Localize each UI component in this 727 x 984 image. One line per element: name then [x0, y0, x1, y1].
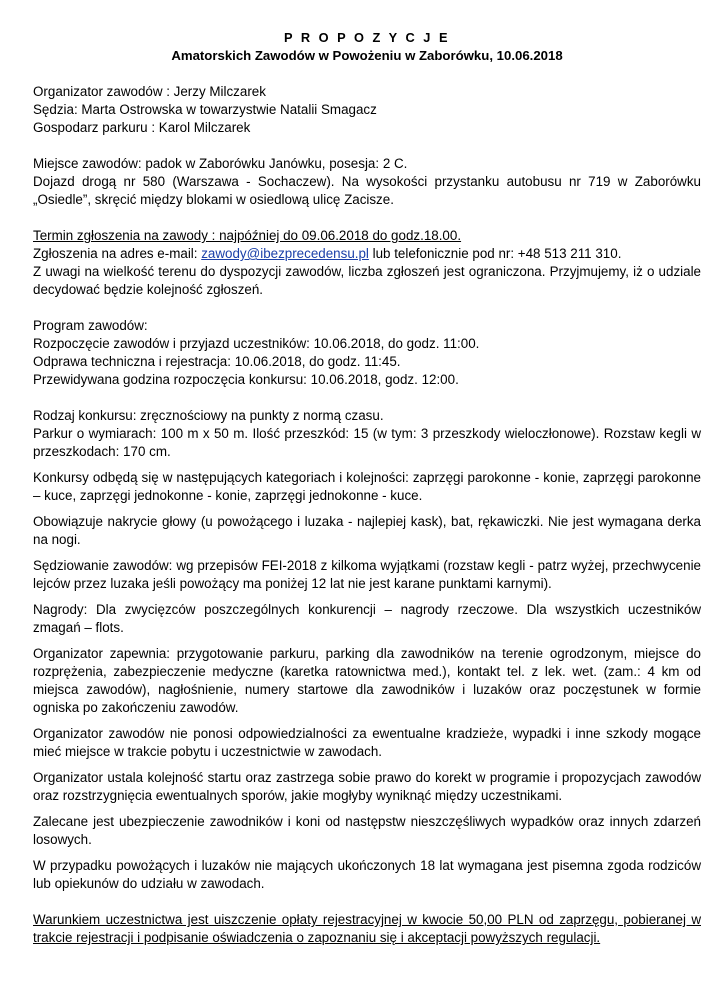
program-item: Rozpoczęcie zawodów i przyjazd uczestników: 10.06.2018, do godz. 11:00.: [33, 336, 480, 351]
document-subtitle: Amatorskich Zawodów w Powożeniu w Zaborówku, 10.06.2018: [171, 48, 563, 63]
competition-paragraph: W przypadku powożących i luzaków nie mających ukończonych 18 lat wymagana jest pisemna zgoda rodziców lub opiekunów do udziału w zawodach.: [33, 858, 701, 891]
registration-email-link[interactable]: zawody@ibezprecedensu.pl: [201, 246, 369, 261]
judge-line: Sędzia: Marta Ostrowska w towarzystwie Natalii Smagacz: [33, 102, 377, 117]
location-directions: Dojazd drogą nr 580 (Warszawa - Sochaczew). Na wysokości przystanku autobusu nr 719 w Zaborówku „Osiedle”, skręcić między blokami w osiedlową ulicę Zacisze.: [33, 174, 701, 207]
registration-section: [33, 227, 701, 299]
location-place: Miejsce zawodów: padok w Zaborówku Janówku, posesja: 2 C.: [33, 156, 408, 171]
registration-limit-note: Z uwagi na wielkość terenu do dyspozycji zawodów, liczba zgłoszeń jest ograniczona. Przyjmujemy, iż o udziale decydować będzie kolejność zgłoszeń.: [33, 264, 701, 297]
competition-paragraph: Organizator zapewnia: przygotowanie parkuru, parking dla zawodników na terenie ogrodzonym, miejsce do rozprężenia, zabezpieczenie medyczne (karetka ratownictwa med.), kontakt tel. z lek. wet. (zam.: 4 km od miejsca zawodów), nagłośnienie, numery startowe dla zawodników i luzaków oraz poczęstunek w formie ogniska po zakończeniu zawodów.: [33, 646, 701, 715]
competition-paragraph: Organizator zawodów nie ponosi odpowiedzialności za ewentualne kradzieże, wypadki i inne szkody mogące mieć miejsce w trakcie pobytu i uczestnictwie w zawodach.: [33, 726, 701, 759]
competition-paragraph: Nagrody: Dla zwycięzców poszczególnych konkurencji – nagrody rzeczowe. Dla wszystkich uczestników zmagań – flots.: [33, 602, 701, 635]
officials-section: [33, 83, 701, 137]
final-condition: Warunkiem uczestnictwa jest uiszczenie opłaty rejestracyjnej w kwocie 50,00 PLN od zaprzęgu, pobieranej w trakcie rejestracji i podpisanie oświadczenia o zapoznaniu się i akceptacji powyższych regulacji.: [33, 912, 701, 945]
program-item: Przewidywana godzina rozpoczęcia konkursu: 10.06.2018, godz. 12:00.: [33, 372, 459, 387]
registration-email-prefix: Zgłoszenia na adres e-mail:: [33, 246, 202, 261]
document-title: P R O P O Z Y C J E: [283, 30, 451, 45]
competition-paragraph: Organizator ustala kolejność startu oraz zastrzega sobie prawo do korekt w programie i propozycjach zawodów oraz rozstrzygnięcia ewentualnych sporów, jakie mogłyby wyniknąć między uczestnikami.: [33, 770, 701, 803]
competition-paragraph: Konkursy odbędą się w następujących kategoriach i kolejności: zaprzęgi parokonne - konie, zaprzęgi parokonne – kuce, zaprzęgi jednokonne - konie, zaprzęgi jednokonne - kuce.: [33, 470, 701, 503]
program-section: [33, 317, 701, 389]
registration-contact: [33, 245, 701, 263]
competition-course: Parkur o wymiarach: 100 m x 50 m. Ilość przeszkód: 15 (w tym: 3 przeszkody wieloczłonowe). Rozstaw kegli w przeszkodach: 170 cm.: [33, 426, 701, 459]
organizer-line: Organizator zawodów : Jerzy Milczarek: [33, 84, 266, 99]
registration-deadline: Termin zgłoszenia na zawody : najpóźniej do 09.06.2018 do godz.18.00.: [33, 228, 462, 243]
program-item: Odprawa techniczna i rejestracja: 10.06.2018, do godz. 11:45.: [33, 354, 401, 369]
competition-type: Rodzaj konkursu: zręcznościowy na punkty z normą czasu.: [33, 408, 384, 423]
course-host-line: Gospodarz parkuru : Karol Milczarek: [33, 120, 251, 135]
competition-paragraph: Zalecane jest ubezpieczenie zawodników i koni od następstw nieszczęśliwych wypadków oraz innych zdarzeń losowych.: [33, 814, 701, 847]
registration-email-suffix: lub telefonicznie pod nr: +48 513 211 310.: [368, 246, 622, 261]
competition-section: [33, 407, 701, 893]
program-heading: Program zawodów:: [33, 318, 148, 333]
competition-paragraph: Obowiązuje nakrycie głowy (u powożącego i luzaka - najlepiej kask), bat, rękawiczki. Nie jest wymagana derka na nogi.: [33, 514, 701, 547]
competition-paragraph: Sędziowanie zawodów: wg przepisów FEI-2018 z kilkoma wyjątkami (rozstaw kegli - patrz wyżej, przechwycenie lejców przez luzaka jeśli powożący ma poniżej 12 lat nie jest karane punktami karnymi).: [33, 558, 701, 591]
location-section: [33, 155, 701, 209]
